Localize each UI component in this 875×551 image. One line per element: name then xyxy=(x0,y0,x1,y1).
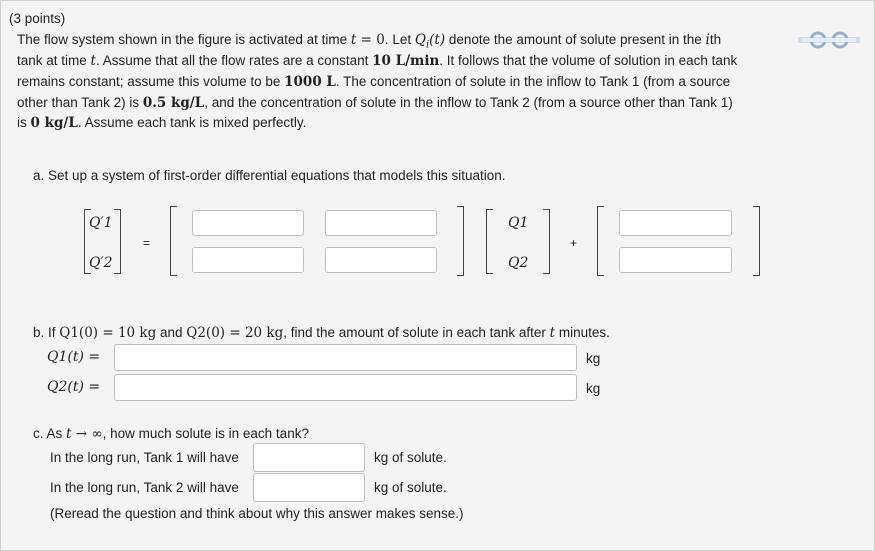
tank2-longrun-input[interactable] xyxy=(253,473,365,502)
q2-t-input[interactable] xyxy=(114,374,577,401)
reread-note: (Reread the question and think about why this answer makes sense.) xyxy=(50,506,464,521)
lhs-q1-prime: Q′1 xyxy=(89,215,113,231)
const-b2-input[interactable] xyxy=(619,247,732,273)
q2-unit: kg xyxy=(586,381,601,396)
vector-bracket-right xyxy=(543,209,550,274)
tank1-unit: kg of solute. xyxy=(374,450,447,465)
equals-sign: = xyxy=(143,236,151,250)
intro-line-2: tank at time t. Assume that all the flow rates are a constant 10 L/min. It follows that the volume of solution in each tank xyxy=(17,53,738,69)
matrix-bracket-left xyxy=(170,206,177,276)
intro-line-3: remains constant; assume this volume to be 1000 L. The concentration of solute in the inflow to Tank 1 (from a source xyxy=(17,74,731,90)
lhs-q2-prime: Q′2 xyxy=(89,255,113,271)
matrix-a11-input[interactable] xyxy=(192,210,304,236)
q1-t-input[interactable] xyxy=(114,344,577,371)
vector-q2: Q2 xyxy=(508,255,529,271)
plus-sign: + xyxy=(570,236,578,250)
matrix-bracket-right xyxy=(457,206,464,276)
intro-line-1: The flow system shown in the figure is activated at time t = 0. Let $Q_i(t)$ denote the amount of solute present in the ith xyxy=(17,32,722,51)
q1-unit: kg xyxy=(586,351,601,366)
points-label: (3 points) xyxy=(9,11,66,26)
matrix-a21-input[interactable] xyxy=(192,247,304,273)
part-c-prompt: c. As t → ∞, how much solute is in each tank? xyxy=(33,426,309,442)
tank2-label: In the long run, Tank 2 will have xyxy=(50,480,239,495)
intro-line-5: is 0 kg/L. Assume each tank is mixed perfectly. xyxy=(17,115,307,131)
tank2-unit: kg of solute. xyxy=(374,480,447,495)
q2-label: Q2(t) = xyxy=(47,379,101,395)
matrix-a22-input[interactable] xyxy=(325,247,437,273)
bracket-right xyxy=(114,209,121,274)
const-b1-input[interactable] xyxy=(619,210,732,236)
part-a-prompt: a. Set up a system of first-order differential equations that models this situation. xyxy=(33,168,506,183)
matrix-a12-input[interactable] xyxy=(325,210,437,236)
tank1-label: In the long run, Tank 1 will have xyxy=(50,450,239,465)
vector-q1: Q1 xyxy=(508,215,529,231)
tank1-longrun-input[interactable] xyxy=(253,443,365,472)
const-bracket-right xyxy=(753,206,760,276)
part-b-prompt: b. If Q1(0) = 10 kg and Q2(0) = 20 kg, find the amount of solute in each tank after t minutes. xyxy=(33,325,610,341)
q1-label: Q1(t) = xyxy=(47,349,101,365)
intro-line-4: other than Tank 2) is 0.5 kg/L, and the concentration of solute in the inflow to Tank 2 (from a source other than Tank 1) xyxy=(17,95,733,111)
loop-icon xyxy=(798,30,860,50)
vector-bracket-left xyxy=(486,209,493,274)
const-bracket-left xyxy=(597,206,604,276)
